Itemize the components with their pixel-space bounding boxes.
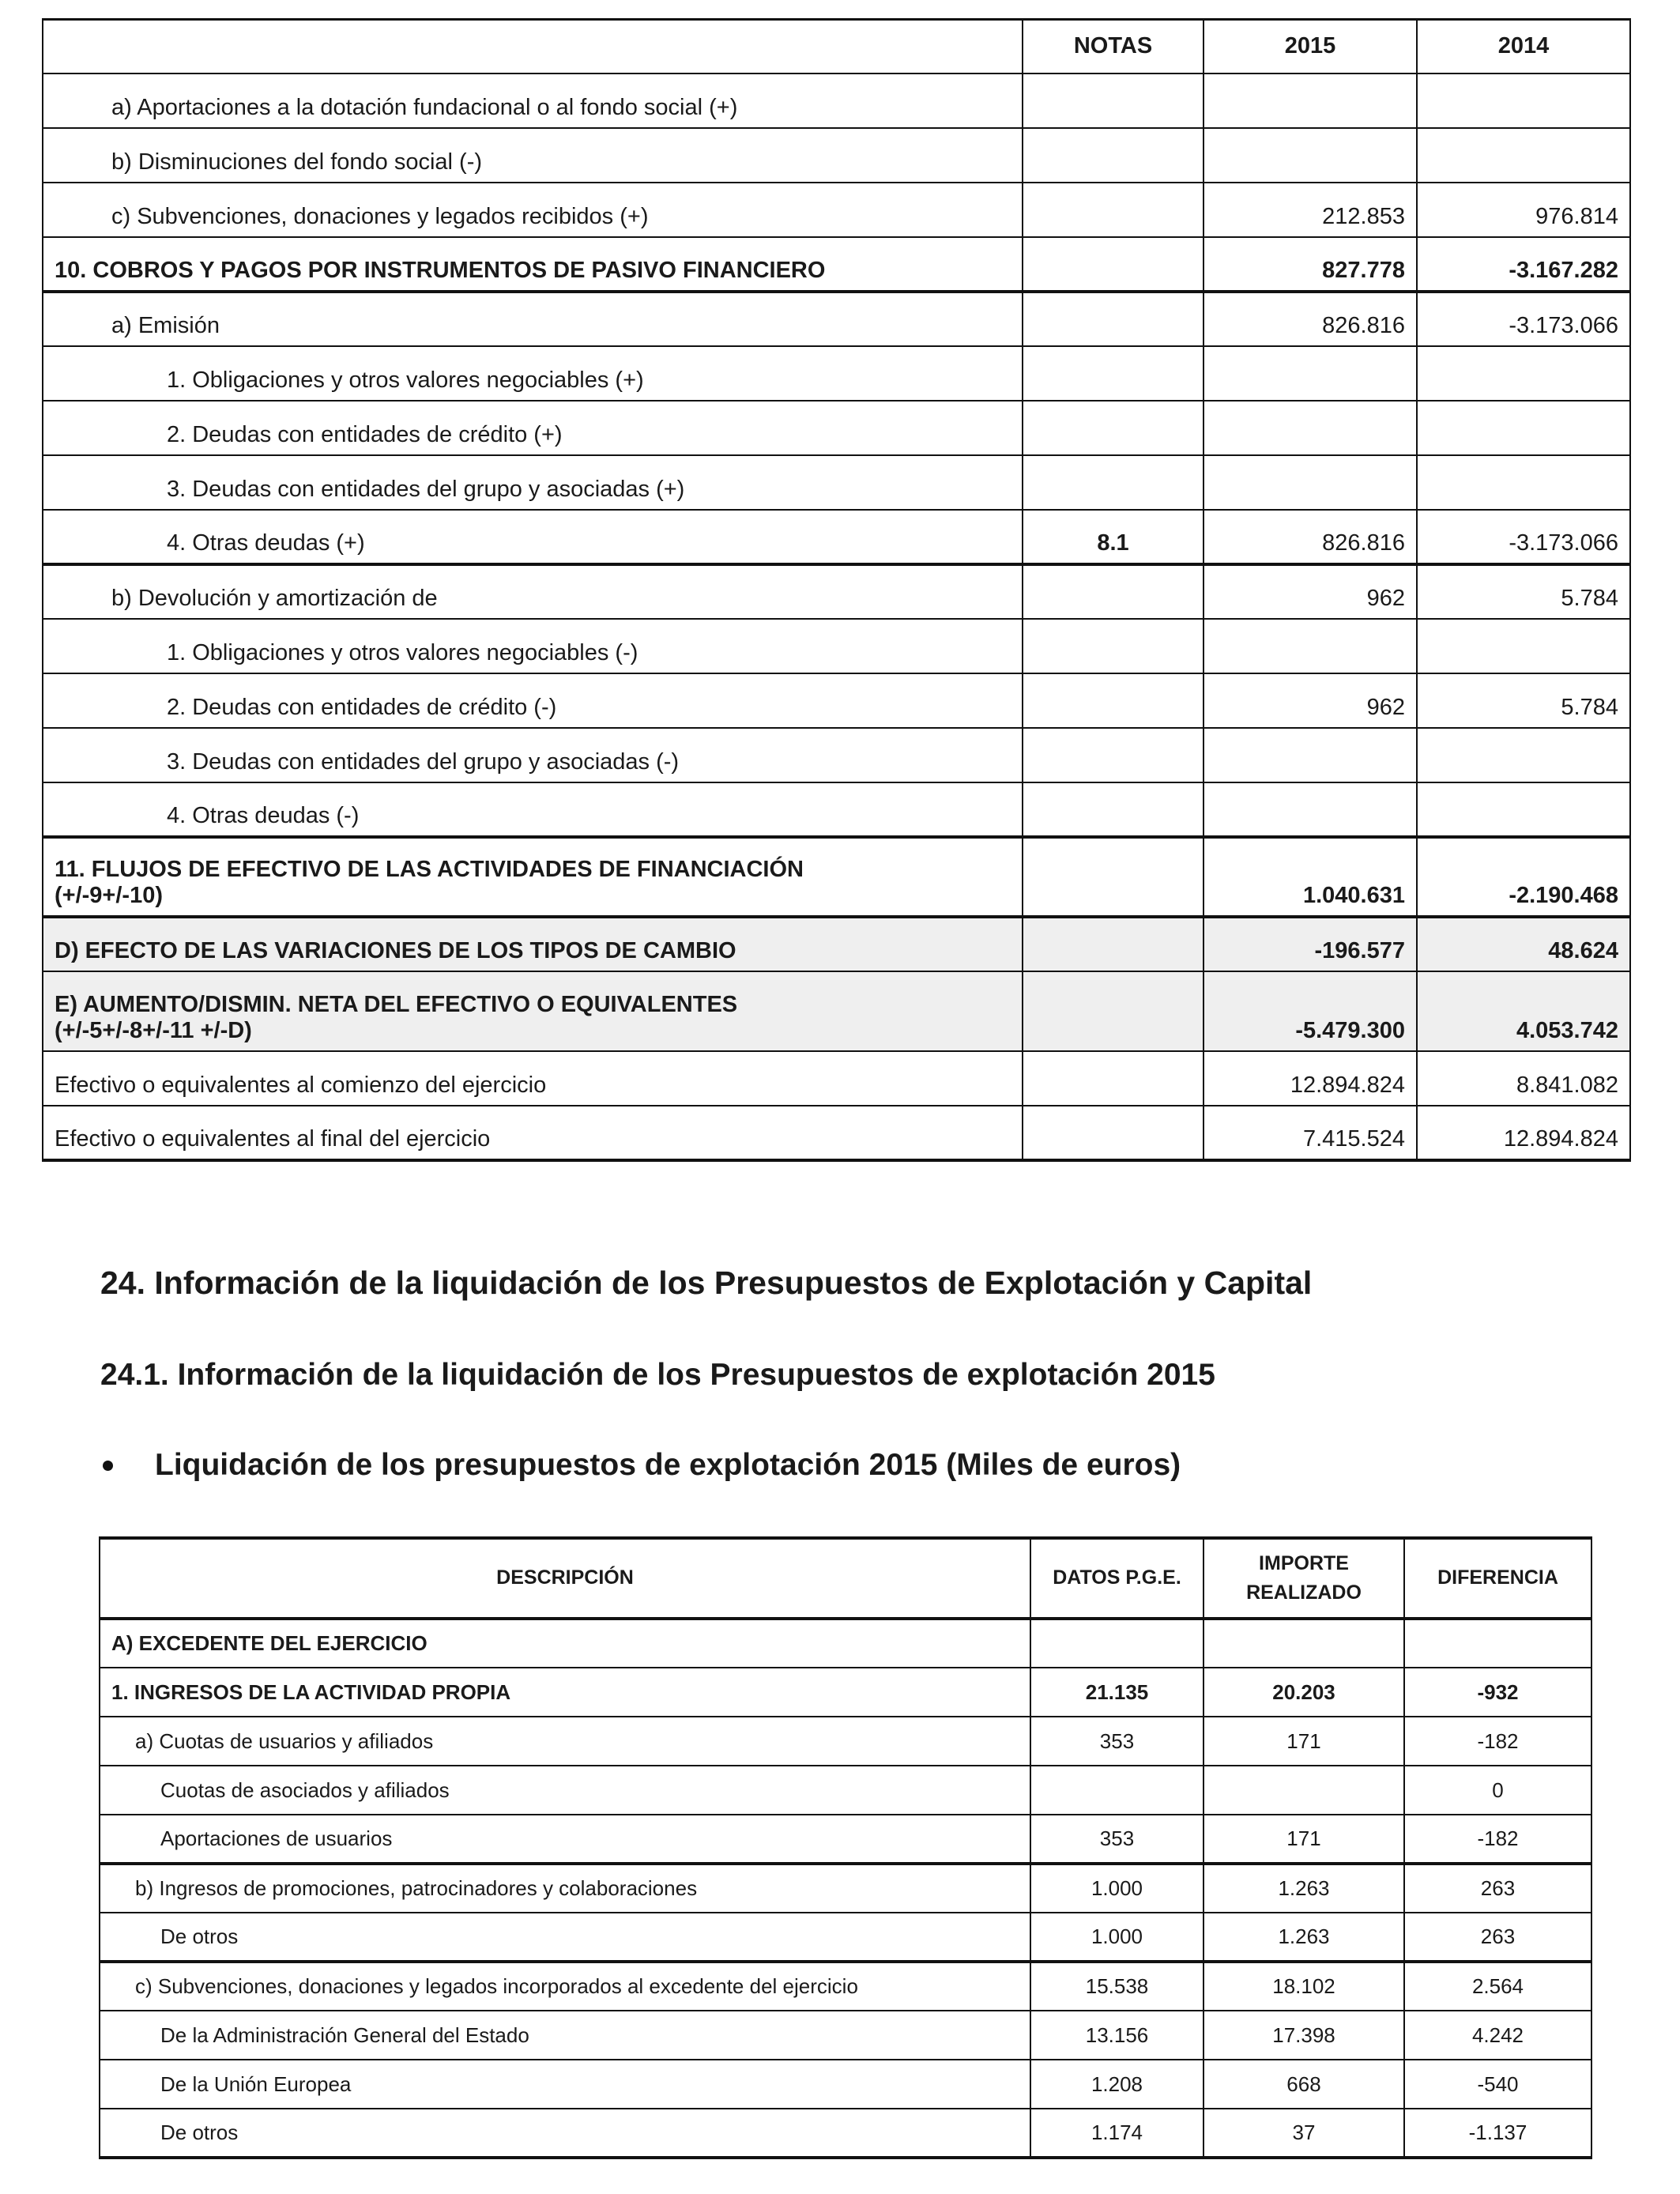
row-importe: 18.102 <box>1203 1962 1404 2011</box>
row-description: c) Subvenciones, donaciones y legados incorporados al excedente del ejercicio <box>100 1962 1030 2011</box>
row-value-2015: 12.894.824 <box>1203 1051 1417 1106</box>
table-row <box>100 2060 1591 2109</box>
row-value-2014: 4.053.742 <box>1417 971 1630 1051</box>
row-value-2014: -3.167.282 <box>1417 237 1630 292</box>
table-row <box>100 1962 1591 2011</box>
row-pge: 353 <box>1030 1717 1203 1766</box>
row-value-2015: 1.040.631 <box>1203 837 1417 917</box>
table-row <box>43 237 1630 292</box>
row-pge: 15.538 <box>1030 1962 1203 2011</box>
row-importe: 171 <box>1203 1717 1404 1766</box>
row-diferencia: -932 <box>1404 1668 1591 1717</box>
row-description-line1: 11. FLUJOS DE EFECTIVO DE LAS ACTIVIDADES DE FINANCIACIÓN <box>55 856 804 882</box>
row-notas <box>1023 401 1203 455</box>
row-value-2015 <box>1203 74 1417 128</box>
row-importe: 668 <box>1203 2060 1404 2109</box>
row-description: b) Ingresos de promociones, patrocinadores y colaboraciones <box>100 1864 1030 1913</box>
row-notas <box>1023 728 1203 782</box>
header-notas: NOTAS <box>1023 20 1203 74</box>
row-notas <box>1023 346 1203 401</box>
row-description: a) Aportaciones a la dotación fundacional o al fondo social (+) <box>43 74 1023 128</box>
bullet-icon <box>103 1461 113 1471</box>
row-value-2014: 5.784 <box>1417 564 1630 619</box>
row-notas: 8.1 <box>1023 510 1203 564</box>
row-pge <box>1030 1619 1203 1668</box>
row-description: 1. Obligaciones y otros valores negociables (-) <box>43 619 1023 673</box>
row-value-2014: 8.841.082 <box>1417 1051 1630 1106</box>
row-description: 2. Deudas con entidades de crédito (-) <box>43 673 1023 728</box>
row-diferencia: 263 <box>1404 1864 1591 1913</box>
row-value-2014: 12.894.824 <box>1417 1106 1630 1160</box>
table-row <box>100 1815 1591 1864</box>
row-description: b) Disminuciones del fondo social (-) <box>43 128 1023 183</box>
row-diferencia: -540 <box>1404 2060 1591 2109</box>
table-row <box>43 455 1630 510</box>
row-description: 3. Deudas con entidades del grupo y asociadas (-) <box>43 728 1023 782</box>
table-row <box>43 971 1630 1051</box>
table-row <box>100 1913 1591 1962</box>
row-description: Efectivo o equivalentes al final del ejercicio <box>43 1106 1023 1160</box>
row-notas <box>1023 74 1203 128</box>
section-title: 24. Información de la liquidación de los Presupuestos de Explotación y Capital <box>100 1265 1313 1301</box>
header-2015: 2015 <box>1203 20 1417 74</box>
row-diferencia: 0 <box>1404 1766 1591 1815</box>
table-row <box>100 1864 1591 1913</box>
row-description-line1: E) AUMENTO/DISMIN. NETA DEL EFECTIVO O EQUIVALENTES <box>55 991 738 1017</box>
row-pge: 1.000 <box>1030 1864 1203 1913</box>
row-value-2015 <box>1203 128 1417 183</box>
table-row <box>43 183 1630 237</box>
row-value-2015 <box>1203 455 1417 510</box>
row-notas <box>1023 971 1203 1051</box>
row-description: Efectivo o equivalentes al comienzo del ejercicio <box>43 1051 1023 1106</box>
row-value-2015 <box>1203 346 1417 401</box>
row-description: 4. Otras deudas (-) <box>43 782 1023 837</box>
row-pge: 21.135 <box>1030 1668 1203 1717</box>
row-description: 1. INGRESOS DE LA ACTIVIDAD PROPIA <box>100 1668 1030 1717</box>
row-diferencia: -182 <box>1404 1815 1591 1864</box>
row-description: a) Emisión <box>43 292 1023 346</box>
header-importe-line1: IMPORTE <box>1259 1551 1349 1574</box>
table-row <box>43 728 1630 782</box>
bullet-text: Liquidación de los presupuestos de explotación 2015 (Miles de euros) <box>155 1448 1181 1482</box>
row-description: De otros <box>100 2109 1030 2158</box>
row-notas <box>1023 1051 1203 1106</box>
table-row <box>43 128 1630 183</box>
row-importe: 20.203 <box>1203 1668 1404 1717</box>
row-notas <box>1023 782 1203 837</box>
row-description: 10. COBROS Y PAGOS POR INSTRUMENTOS DE PASIVO FINANCIERO <box>43 237 1023 292</box>
budget-table <box>99 1536 1592 2159</box>
row-description: De otros <box>100 1913 1030 1962</box>
row-importe: 1.263 <box>1203 1864 1404 1913</box>
row-description: De la Unión Europea <box>100 2060 1030 2109</box>
row-description: 3. Deudas con entidades del grupo y asociadas (+) <box>43 455 1023 510</box>
row-description: D) EFECTO DE LAS VARIACIONES DE LOS TIPOS DE CAMBIO <box>43 917 1023 971</box>
table-row <box>100 1668 1591 1717</box>
row-importe: 1.263 <box>1203 1913 1404 1962</box>
row-diferencia: 263 <box>1404 1913 1591 1962</box>
header-importe <box>1203 1538 1404 1619</box>
table-row <box>43 673 1630 728</box>
row-notas <box>1023 1106 1203 1160</box>
row-description-line2: (+/-9+/-10) <box>55 882 163 908</box>
row-pge: 13.156 <box>1030 2011 1203 2060</box>
row-pge <box>1030 1766 1203 1815</box>
cashflow-header-row <box>43 20 1630 74</box>
table-row <box>100 2109 1591 2158</box>
table-row <box>43 619 1630 673</box>
row-description: a) Cuotas de usuarios y afiliados <box>100 1717 1030 1766</box>
row-description: De la Administración General del Estado <box>100 2011 1030 2060</box>
row-importe: 171 <box>1203 1815 1404 1864</box>
row-diferencia: 2.564 <box>1404 1962 1591 2011</box>
row-value-2014 <box>1417 74 1630 128</box>
row-value-2015: 7.415.524 <box>1203 1106 1417 1160</box>
row-value-2014 <box>1417 782 1630 837</box>
row-description <box>43 837 1023 917</box>
row-value-2015 <box>1203 401 1417 455</box>
table-row <box>100 1619 1591 1668</box>
section-subtitle: 24.1. Información de la liquidación de los Presupuestos de explotación 2015 <box>100 1358 1215 1392</box>
row-diferencia: -1.137 <box>1404 2109 1591 2158</box>
row-value-2014 <box>1417 455 1630 510</box>
row-notas <box>1023 128 1203 183</box>
budget-header-row <box>100 1538 1591 1619</box>
row-description: c) Subvenciones, donaciones y legados recibidos (+) <box>43 183 1023 237</box>
row-value-2015: 826.816 <box>1203 292 1417 346</box>
row-value-2014 <box>1417 346 1630 401</box>
row-notas <box>1023 619 1203 673</box>
row-description: 1. Obligaciones y otros valores negociables (+) <box>43 346 1023 401</box>
table-row <box>43 401 1630 455</box>
header-description: DESCRIPCIÓN <box>100 1538 1030 1619</box>
row-notas <box>1023 237 1203 292</box>
table-row <box>43 837 1630 917</box>
row-notas <box>1023 673 1203 728</box>
row-notas <box>1023 917 1203 971</box>
row-value-2014 <box>1417 128 1630 183</box>
row-value-2015 <box>1203 619 1417 673</box>
row-value-2014 <box>1417 401 1630 455</box>
row-description: A) EXCEDENTE DEL EJERCICIO <box>100 1619 1030 1668</box>
row-value-2014: 48.624 <box>1417 917 1630 971</box>
row-value-2014: 5.784 <box>1417 673 1630 728</box>
row-importe <box>1203 1766 1404 1815</box>
row-pge: 353 <box>1030 1815 1203 1864</box>
table-row <box>43 1051 1630 1106</box>
row-value-2015: -196.577 <box>1203 917 1417 971</box>
row-value-2015: 212.853 <box>1203 183 1417 237</box>
table-row <box>43 564 1630 619</box>
row-value-2014: -3.173.066 <box>1417 510 1630 564</box>
table-row <box>43 782 1630 837</box>
table-row <box>43 74 1630 128</box>
row-notas <box>1023 837 1203 917</box>
row-importe: 37 <box>1203 2109 1404 2158</box>
row-diferencia: -182 <box>1404 1717 1591 1766</box>
table-row <box>100 1717 1591 1766</box>
row-notas <box>1023 564 1203 619</box>
row-value-2015: 962 <box>1203 673 1417 728</box>
row-notas <box>1023 183 1203 237</box>
row-description: 4. Otras deudas (+) <box>43 510 1023 564</box>
table-row <box>43 1106 1630 1160</box>
row-pge: 1.208 <box>1030 2060 1203 2109</box>
row-value-2014 <box>1417 619 1630 673</box>
row-value-2015: 827.778 <box>1203 237 1417 292</box>
row-value-2015 <box>1203 782 1417 837</box>
table-row <box>43 346 1630 401</box>
row-pge: 1.000 <box>1030 1913 1203 1962</box>
row-value-2015: -5.479.300 <box>1203 971 1417 1051</box>
header-importe-line2: REALIZADO <box>1246 1581 1362 1604</box>
header-2014: 2014 <box>1417 20 1630 74</box>
bullet-item <box>100 1448 1181 1483</box>
table-row <box>100 1766 1591 1815</box>
table-row <box>43 510 1630 564</box>
table-row <box>100 2011 1591 2060</box>
header-description <box>43 20 1023 74</box>
row-value-2014 <box>1417 728 1630 782</box>
row-value-2015 <box>1203 728 1417 782</box>
row-importe <box>1203 1619 1404 1668</box>
row-value-2015: 826.816 <box>1203 510 1417 564</box>
row-value-2014: -2.190.468 <box>1417 837 1630 917</box>
row-value-2014: -3.173.066 <box>1417 292 1630 346</box>
header-diferencia: DIFERENCIA <box>1404 1538 1591 1619</box>
table-row <box>43 917 1630 971</box>
row-diferencia: 4.242 <box>1404 2011 1591 2060</box>
row-description <box>43 971 1023 1051</box>
row-notas <box>1023 455 1203 510</box>
row-diferencia <box>1404 1619 1591 1668</box>
row-value-2015: 962 <box>1203 564 1417 619</box>
row-notas <box>1023 292 1203 346</box>
row-description: 2. Deudas con entidades de crédito (+) <box>43 401 1023 455</box>
row-importe: 17.398 <box>1203 2011 1404 2060</box>
table-row <box>43 292 1630 346</box>
row-description: b) Devolución y amortización de <box>43 564 1023 619</box>
row-description: Cuotas de asociados y afiliados <box>100 1766 1030 1815</box>
row-value-2014: 976.814 <box>1417 183 1630 237</box>
row-pge: 1.174 <box>1030 2109 1203 2158</box>
cashflow-table <box>42 18 1631 1162</box>
row-description-line2: (+/-5+/-8+/-11 +/-D) <box>55 1017 252 1043</box>
header-pge: DATOS P.G.E. <box>1030 1538 1203 1619</box>
row-description: Aportaciones de usuarios <box>100 1815 1030 1864</box>
